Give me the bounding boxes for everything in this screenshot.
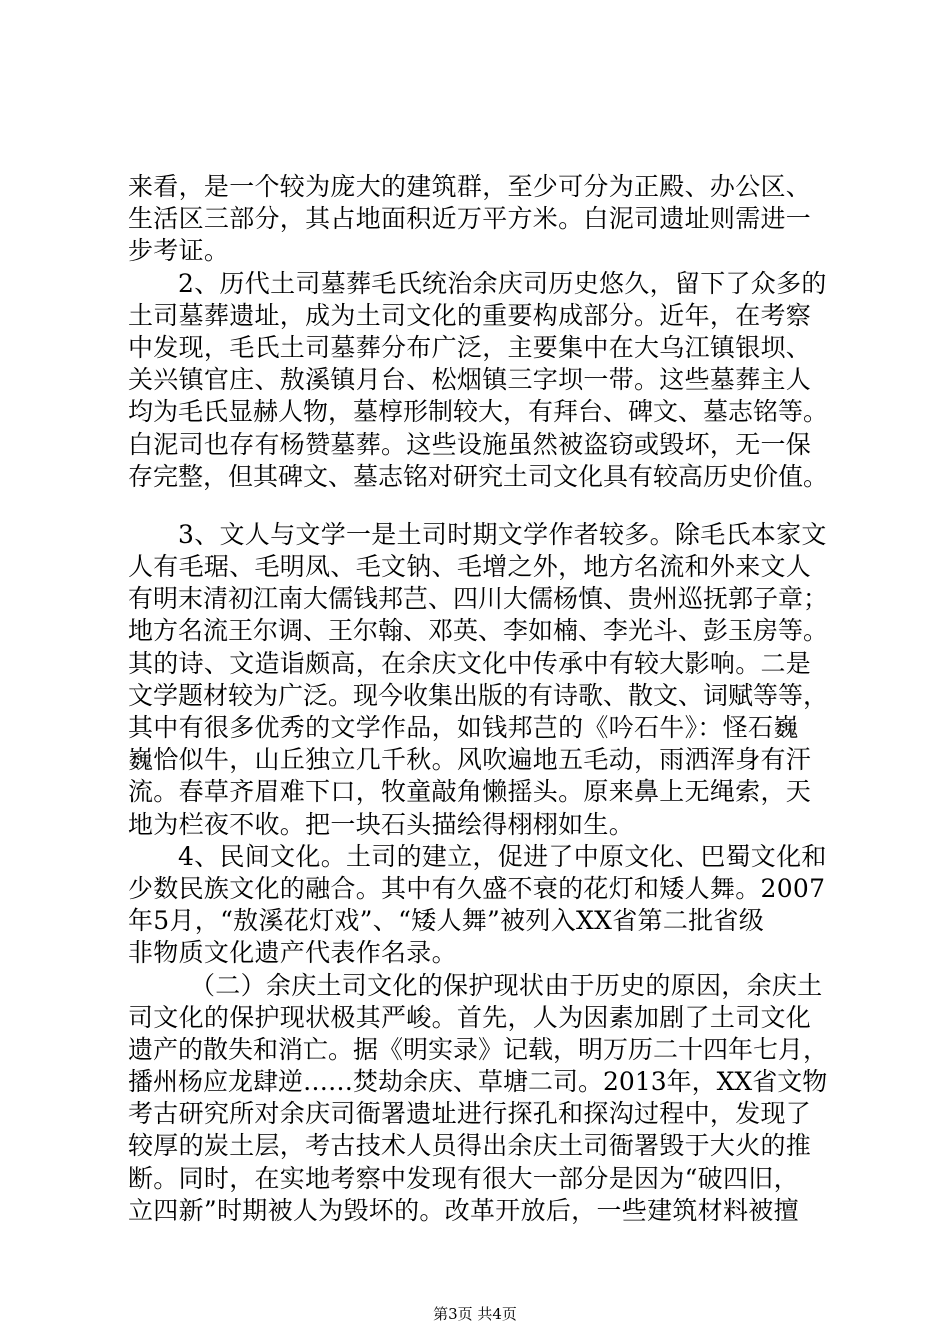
text-line: 文学题材较为广泛。现今收集出版的有诗歌、散文、词赋等等， xyxy=(128,680,829,710)
text-line: 巍恰似牛，山丘独立几千秋。风吹遍地五毛动，雨洒浑身有汗 xyxy=(128,745,812,775)
text-line: 司文化的保护现状极其严峻。首先，人为因素加剧了土司文化 xyxy=(128,1002,812,1032)
page-footer xyxy=(0,1305,950,1323)
paragraph-start-line: （二）余庆土司文化的保护现状由于历史的原因，余庆土 xyxy=(190,970,823,1000)
text-line: 考古研究所对余庆司衙署遗址进行探孔和探沟过程中，发现了 xyxy=(128,1099,812,1129)
text-line: 断。同时，在实地考察中发现有很大一部分是因为“破四旧， xyxy=(128,1163,799,1193)
text-line: 存完整，但其碑文、墓志铭对研究土司文化具有较高历史价值。 xyxy=(128,461,829,491)
page-number: 第3页 共4页 xyxy=(433,1305,517,1323)
paragraph-start-line: 3、文人与文学一是土司时期文学作者较多。除毛氏本家文 xyxy=(178,519,827,549)
text-line: 生活区三部分，其占地面积近万平方米。白泥司遗址则需进一 xyxy=(128,204,812,234)
text-line: 白泥司也存有杨赞墓葬。这些设施虽然被盗窃或毁坏，无一保 xyxy=(128,429,812,459)
text-line: 较厚的炭土层，考古技术人员得出余庆土司衙署毁于大火的推 xyxy=(128,1131,812,1161)
text-line: 播州杨应龙肆逆……焚劫余庆、草塘二司。2013年，XX省文物 xyxy=(128,1067,828,1097)
text-line: 关兴镇官庄、敖溪镇月台、松烟镇三字坝一带。这些墓葬主人 xyxy=(128,365,812,395)
text-line: 有明末清初江南大儒钱邦芑、四川大儒杨慎、贵州巡抚郭子章； xyxy=(128,584,829,614)
text-line: 非物质文化遗产代表作名录。 xyxy=(128,938,457,968)
body-text xyxy=(128,171,830,1227)
text-line: 来看，是一个较为庞大的建筑群，至少可分为正殿、办公区、 xyxy=(128,172,812,201)
text-line: 均为毛氏显赫人物，墓椁形制较大，有拜台、碑文、墓志铭等。 xyxy=(128,397,829,427)
text-line: 人有毛琚、毛明凤、毛文钠、毛增之外，地方名流和外来文人 xyxy=(128,552,812,582)
text-line: 少数民族文化的融合。其中有久盛不衰的花灯和矮人舞。2007 xyxy=(128,873,826,903)
text-line: 其的诗、文造诣颇高，在余庆文化中传承中有较大影响。二是 xyxy=(128,648,812,678)
text-line: 土司墓葬遗址，成为土司文化的重要构成部分。近年，在考察 xyxy=(128,300,812,330)
text-line: 年5月，“敖溪花灯戏”、“矮人舞”被列入XX省第二批省级 xyxy=(128,906,765,936)
paragraph-start-line: 2、历代土司墓葬毛氏统治余庆司历史悠久，留下了众多的 xyxy=(178,268,827,298)
text-line: 其中有很多优秀的文学作品，如钱邦芑的《吟石牛》：怪石巍 xyxy=(128,713,799,742)
text-line: 步考证。 xyxy=(128,236,230,266)
paragraph-start-line: 4、民间文化。土司的建立，促进了中原文化、巴蜀文化和 xyxy=(178,841,827,871)
text-line: 流。春草齐眉难下口，牧童敲角懒摇头。原来鼻上无绳索，天 xyxy=(128,777,812,807)
text-line: 中发现，毛氏土司墓葬分布广泛，主要集中在大乌江镇银坝、 xyxy=(128,332,812,362)
text-line: 遗产的散失和消亡。据《明实录》记载，明万历二十四年七月， xyxy=(128,1034,829,1064)
text-line: 地为栏夜不收。把一块石头描绘得栩栩如生。 xyxy=(128,809,635,839)
text-line: 立四新”时期被人为毁坏的。改革开放后，一些建筑材料被擅 xyxy=(128,1195,799,1225)
text-line: 地方名流王尔调、王尔翰、邓英、李如楠、李光斗、彭玉房等。 xyxy=(128,616,829,646)
